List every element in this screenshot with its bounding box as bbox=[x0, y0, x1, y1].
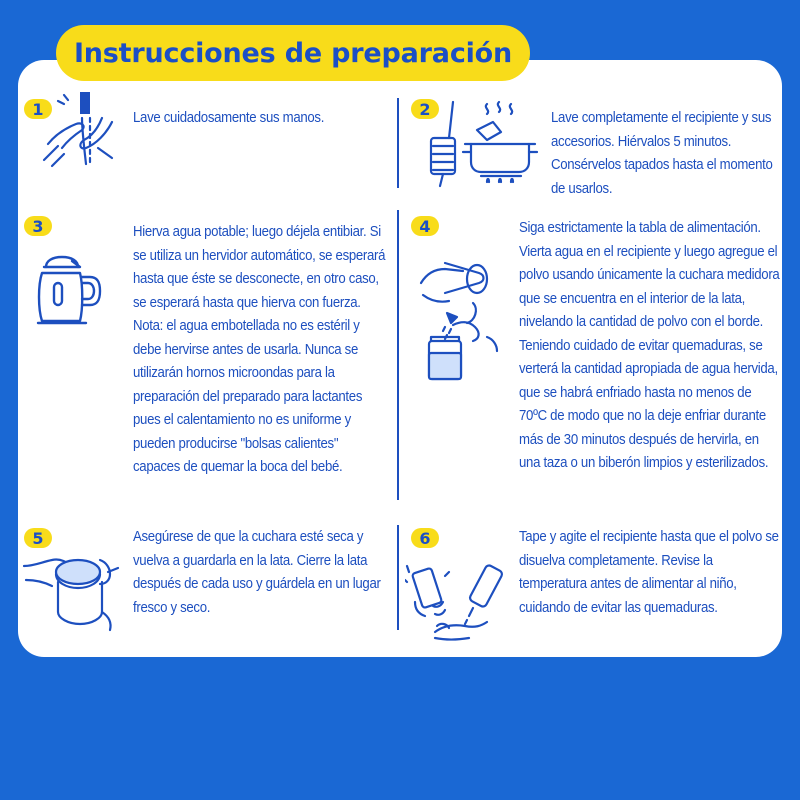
step-4-text: Siga estrictamente la tabla de alimentación. Vierta agua en el recipiente y luego agregue el polvo usando únicamente la cuchara medidora que se encuentra en el interior de la lata, nivelando la cantidad de polvo con el borde. Teniendo cuidado de evitar quemaduras, se verterá la cantidad apropiada de agua hervida, que se habrá enfriado hasta no menos de 70ºC de modo que no la deje enfriar durante más de 30 minutos después de hervirla, en una taza o un biberón limpios y esterilizados. bbox=[519, 219, 780, 471]
closing-can-icon bbox=[22, 552, 122, 632]
step-3-text: Hierva agua potable; luego déjela entibiar. Si se utiliza un hervidor automático, se esperará hasta que éste se desconecte, en otro caso, se esperará hasta que hierva con fuerza. Nota: el agua embotellada no es estéril y debe hervirse antes de usarla. Nunca se utilizarán hornos microondas para la preparación del preparado para lactantes pues el calentamiento no es uniforme y pueden producirse "bolsas calientes" capaces de quemar la boca del bebé. bbox=[133, 223, 386, 475]
step-number-1: 1 bbox=[24, 99, 52, 119]
step-1-text: Lave cuidadosamente sus manos. bbox=[133, 109, 325, 126]
column-divider-row-3 bbox=[397, 525, 399, 630]
page-title: Instrucciones de preparación bbox=[73, 37, 513, 69]
column-divider-row-1 bbox=[397, 98, 399, 188]
column-divider-row-2 bbox=[397, 210, 399, 500]
step-number-4: 4 bbox=[411, 216, 439, 236]
step-number-3: 3 bbox=[24, 216, 52, 236]
bottle-brush-and-boiling-pot-icon bbox=[425, 100, 540, 188]
title-banner bbox=[56, 25, 530, 81]
step-number-5: 5 bbox=[24, 528, 52, 548]
electric-kettle-icon bbox=[36, 255, 106, 327]
step-number-6: 6 bbox=[411, 528, 439, 548]
scoop-and-bottle-icon bbox=[417, 257, 507, 382]
shaking-bottle-and-testing-temperature-icon bbox=[405, 562, 510, 642]
step-2-text: Lave completamente el recipiente y sus accesorios. Hiérvalos 5 minutos. Consérvelos tapados hasta el momento de usarlos. bbox=[551, 109, 773, 197]
step-5-text: Asegúrese de que la cuchara esté seca y vuelva a guardarla en la lata. Cierre la lata después de cada uso y guárdela en un lugar fresco y seco. bbox=[133, 528, 381, 616]
step-6-text: Tape y agite el recipiente hasta que el polvo se disuelva completamente. Revise la temperatura antes de alimentar al niño, cuidando de evitar las quemaduras. bbox=[519, 528, 779, 616]
step-number-2: 2 bbox=[411, 99, 439, 119]
hand-washing-icon bbox=[38, 88, 118, 178]
